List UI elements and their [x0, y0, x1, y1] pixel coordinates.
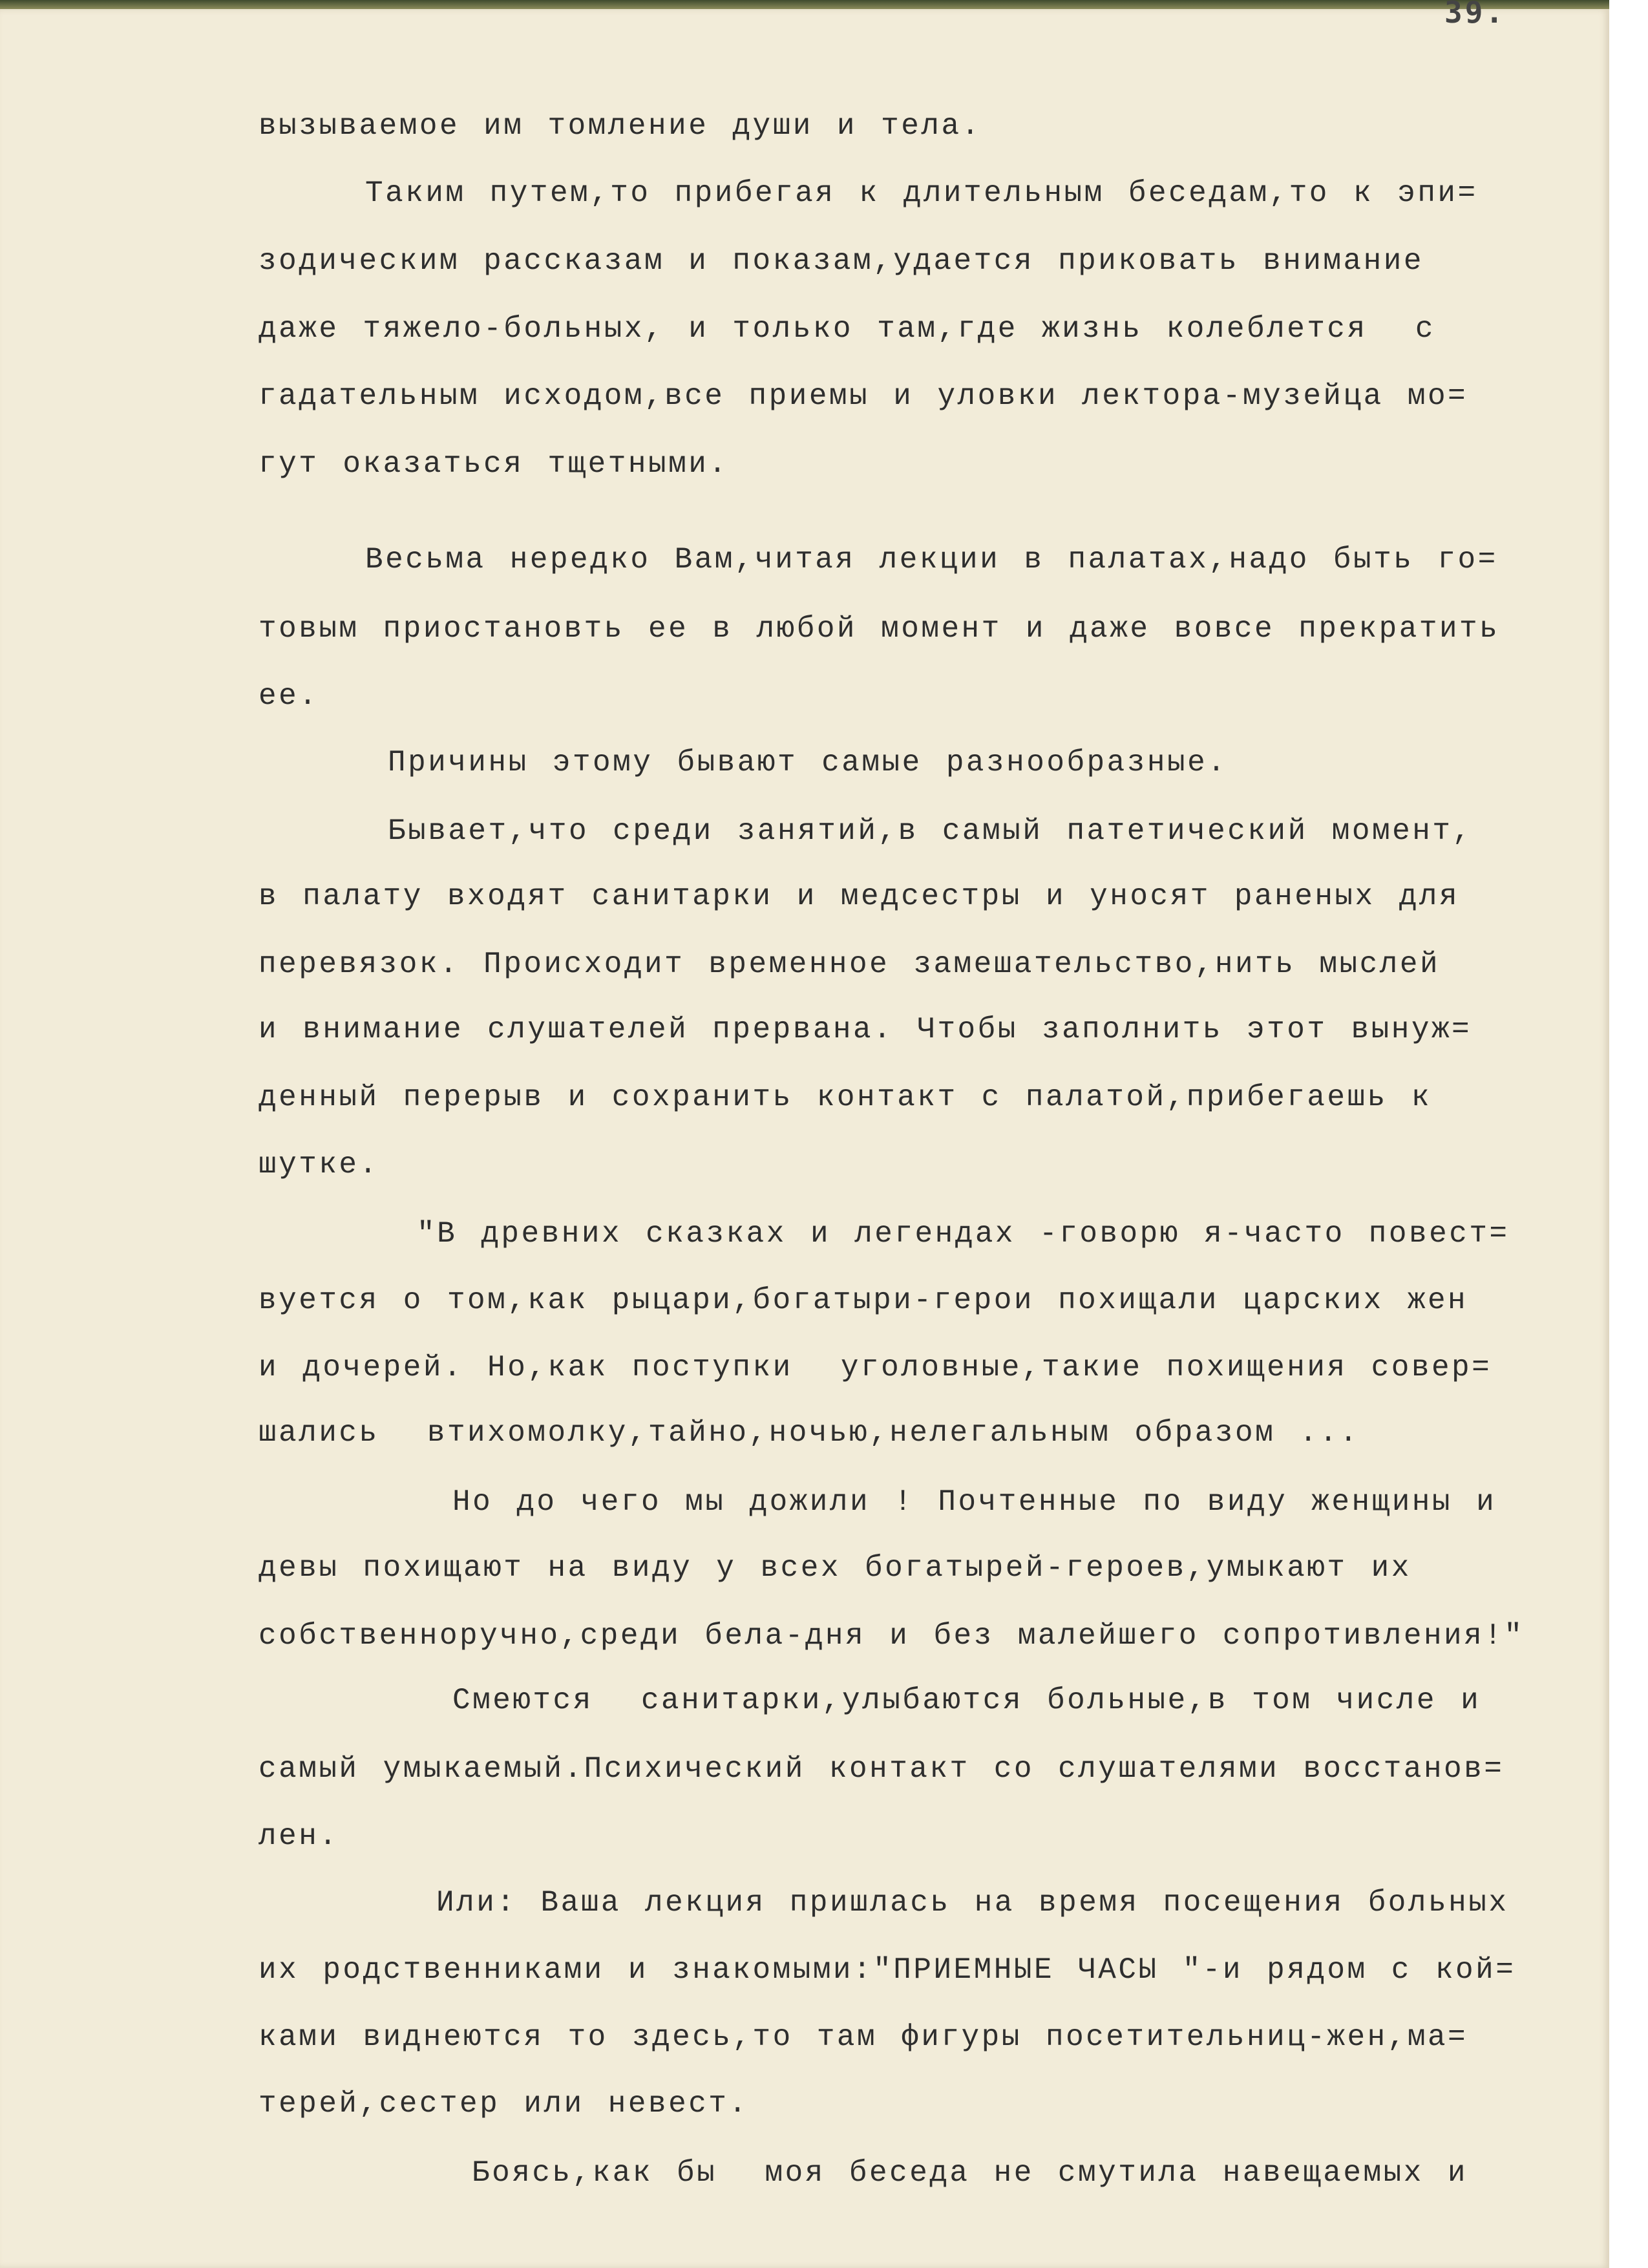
- text-line-28: их родственниками и знакомыми:"ПРИЕМНЫЕ ЧАСЫ "-и рядом с кой=: [259, 1953, 1516, 1987]
- page-text: [0, 9, 1609, 2268]
- text-line-17: "В древних сказках и легендах -говорю я-часто повест=: [417, 1217, 1510, 1251]
- page-number: 39.: [1444, 0, 1506, 30]
- text-line-15: денный перерыв и сохранить контакт с палатой,прибегаешь к: [259, 1081, 1431, 1114]
- text-line-26: лен.: [259, 1819, 339, 1853]
- text-line-27: Или: Ваша лекция пришлась на время посещения больных: [436, 1886, 1509, 1920]
- text-line-8: товым приостановть ее в любой момент и даже вовсе прекратить: [259, 612, 1500, 646]
- text-line-21: Но до чего мы дожили ! Почтенные по виду женщины и: [452, 1485, 1497, 1519]
- text-line-20: шались втихомолку,тайно,ночью,нелегальным образом ...: [259, 1416, 1360, 1450]
- text-line-6: гут оказаться тщетными.: [259, 447, 729, 481]
- text-line-19: и дочерей. Но,как поступки уголовные,такие похищения совер=: [259, 1351, 1492, 1384]
- text-line-13: перевязок. Происходит временное замешательство,нить мыслей: [259, 948, 1441, 981]
- text-line-7: Весьма нередко Вам,читая лекции в палатах,надо быть го=: [365, 543, 1498, 577]
- text-line-9: ее.: [259, 679, 319, 713]
- text-line-14: и внимание слушателей прервана. Чтобы заполнить этот вынуж=: [259, 1013, 1472, 1046]
- text-line-10: Причины этому бывают самые разнообразные.: [388, 746, 1228, 779]
- text-line-1: вызываемое им томление души и тела.: [259, 109, 982, 143]
- text-line-24: Смеются санитарки,улыбаются больные,в том числе и: [452, 1684, 1481, 1717]
- text-line-18: вуется о том,как рыцари,богатыри-герои похищали царских жен: [259, 1284, 1468, 1317]
- text-line-11: Бывает,что среди занятий,в самый патетический момент,: [388, 814, 1473, 848]
- text-line-12: в палату входят санитарки и медсестры и уносят раненых для: [259, 880, 1460, 913]
- text-line-22: девы похищают на виду у всех богатырей-героев,умыкают их: [259, 1551, 1411, 1585]
- scan-right-margin: [1609, 0, 1648, 2268]
- text-line-29: ками виднеются то здесь,то там фигуры посетительниц-жен,ма=: [259, 2020, 1468, 2054]
- text-line-4: даже тяжело-больных, и только там,где жизнь колеблется с: [259, 312, 1435, 346]
- text-line-23: собственноручно,среди бела-дня и без малейшего сопротивления!": [259, 1619, 1525, 1653]
- text-line-2: Таким путем,то прибегая к длительным беседам,то к эпи=: [365, 176, 1478, 210]
- text-line-31: Боясь,как бы моя беседа не смутила навещаемых и: [472, 2156, 1468, 2190]
- text-line-3: зодическим рассказам и показам,удается приковать внимание: [259, 244, 1424, 278]
- text-line-30: терей,сестер или невест.: [259, 2087, 749, 2121]
- text-line-25: самый умыкаемый.Психический контакт со слушателями восстанов=: [259, 1752, 1505, 1786]
- text-line-16: шутке.: [259, 1148, 379, 1182]
- text-line-5: гадательным исходом,все приемы и уловки лектора-музейца мо=: [259, 379, 1468, 413]
- scan-top-edge: [0, 0, 1648, 9]
